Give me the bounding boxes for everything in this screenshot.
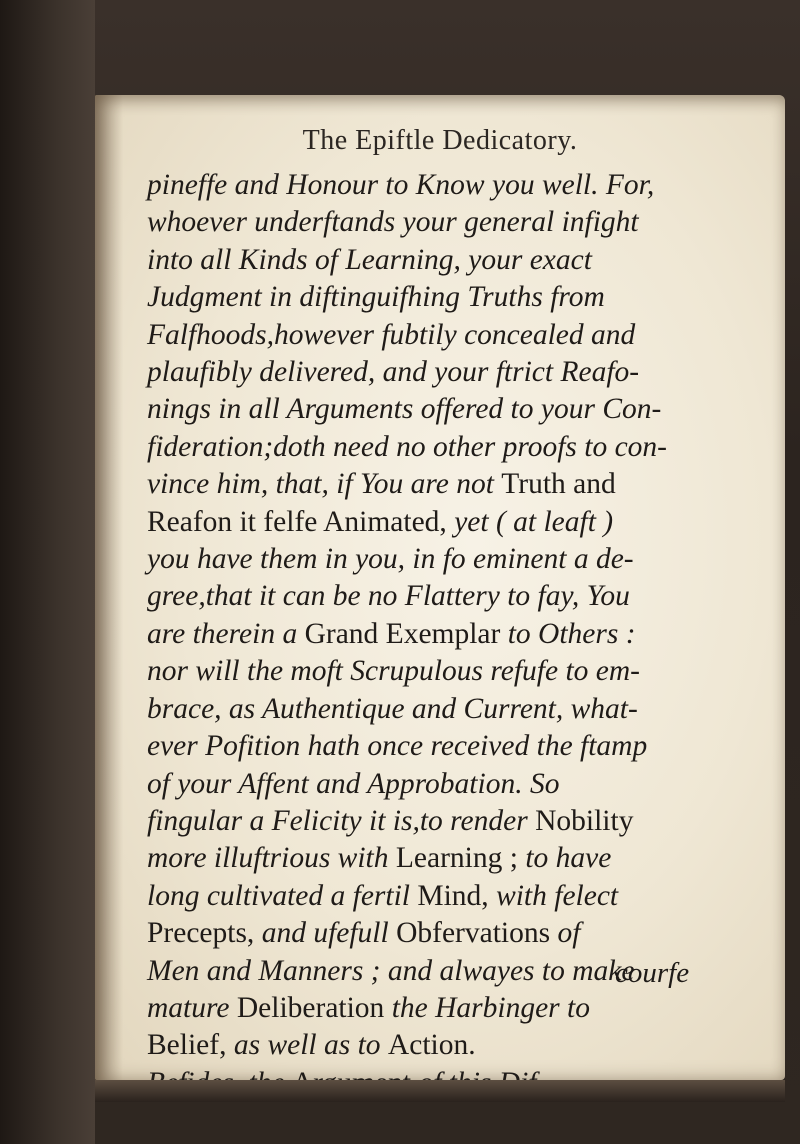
text-line xyxy=(147,541,747,578)
roman-run: Obfervations xyxy=(396,917,558,950)
roman-run: Action. xyxy=(387,1029,476,1062)
text-line xyxy=(147,317,747,354)
roman-run: Precepts, xyxy=(147,917,262,950)
italic-run: to have xyxy=(525,842,612,875)
text-line xyxy=(147,1027,747,1064)
italic-run: to Others : xyxy=(507,617,636,650)
italic-run: vince him, that, if You are not xyxy=(147,468,502,501)
italic-run: plaufibly delivered, and your ftrict Reafo- xyxy=(147,356,640,389)
text-line xyxy=(147,242,747,279)
text-line xyxy=(147,391,747,428)
text-line xyxy=(147,728,747,765)
italic-run: the Harbinger to xyxy=(391,991,590,1024)
italic-run: long cultivated a fertil xyxy=(147,879,418,912)
roman-run: Belief, xyxy=(147,1029,234,1062)
italic-run: whoever underftands your general infight xyxy=(147,206,639,239)
text-line xyxy=(147,616,747,653)
italic-run: you have them in you, in fo eminent a de- xyxy=(147,543,634,576)
text-line xyxy=(147,578,747,615)
italic-run: and ufefull xyxy=(261,917,397,950)
text-line xyxy=(147,204,747,241)
text-line xyxy=(147,167,747,204)
roman-run: Grand Exemplar xyxy=(304,617,508,650)
italic-run: as well as to xyxy=(233,1029,388,1062)
roman-run: Mind, xyxy=(417,879,497,912)
text-line xyxy=(147,279,747,316)
italic-run: fideration;doth need no other proofs to con- xyxy=(147,430,668,463)
roman-run: Learning ; xyxy=(395,842,526,875)
catchword: courfe xyxy=(615,957,690,989)
roman-run: Deliberation xyxy=(236,991,392,1024)
text-line xyxy=(147,354,747,391)
roman-run: Nobility xyxy=(535,804,634,837)
italic-run: nor will the moft Scrupulous refufe to em- xyxy=(147,655,640,688)
italic-run: with felect xyxy=(496,879,619,912)
italic-run: Judgment in diftinguifhing Truths from xyxy=(147,281,605,314)
italic-run: Men and Manners ; and alwayes to make xyxy=(147,954,635,987)
italic-run: into all Kinds of Learning, your exact xyxy=(147,243,592,276)
italic-run: are therein a xyxy=(147,617,305,650)
italic-run: mature xyxy=(147,991,237,1024)
italic-run: Falfhoods,however fubtily concealed and xyxy=(147,318,636,351)
text-line xyxy=(147,840,747,877)
text-line xyxy=(147,691,747,728)
italic-run: pineffe and Honour to Know you well. For, xyxy=(147,169,655,201)
text-line xyxy=(147,466,747,503)
italic-run: ever Pofition hath once received the ftamp xyxy=(147,730,648,763)
text-line xyxy=(147,504,747,541)
italic-run: of xyxy=(557,917,581,950)
italic-run: brace, as Authentique and Current, what- xyxy=(147,692,638,725)
italic-run: yet ( at leaft ) xyxy=(454,505,614,538)
text-line xyxy=(147,653,747,690)
page-bottom-edge xyxy=(95,1080,785,1102)
italic-run: more illuftrious with xyxy=(147,842,396,875)
roman-run: Reafon it felfe Animated, xyxy=(147,505,455,538)
text-line xyxy=(147,915,747,952)
italic-run: nings in all Arguments offered to your Con- xyxy=(147,393,662,426)
page-gutter xyxy=(95,95,123,1080)
text-line xyxy=(147,878,747,915)
text-line xyxy=(147,429,747,466)
roman-run: Truth and xyxy=(501,468,616,501)
text-line xyxy=(147,766,747,803)
text-line xyxy=(147,803,747,840)
italic-run: gree,that it can be no Flattery to fay, You xyxy=(147,580,630,613)
italic-run: fingular a Felicity it is,to render xyxy=(147,804,536,837)
running-header: The Epiftle Dedicatory. xyxy=(302,125,578,156)
text-line xyxy=(147,990,747,1027)
binding-shadow xyxy=(0,0,95,1144)
page-sheet xyxy=(95,95,785,1080)
italic-run: of your Affent and Approbation. So xyxy=(147,767,560,800)
